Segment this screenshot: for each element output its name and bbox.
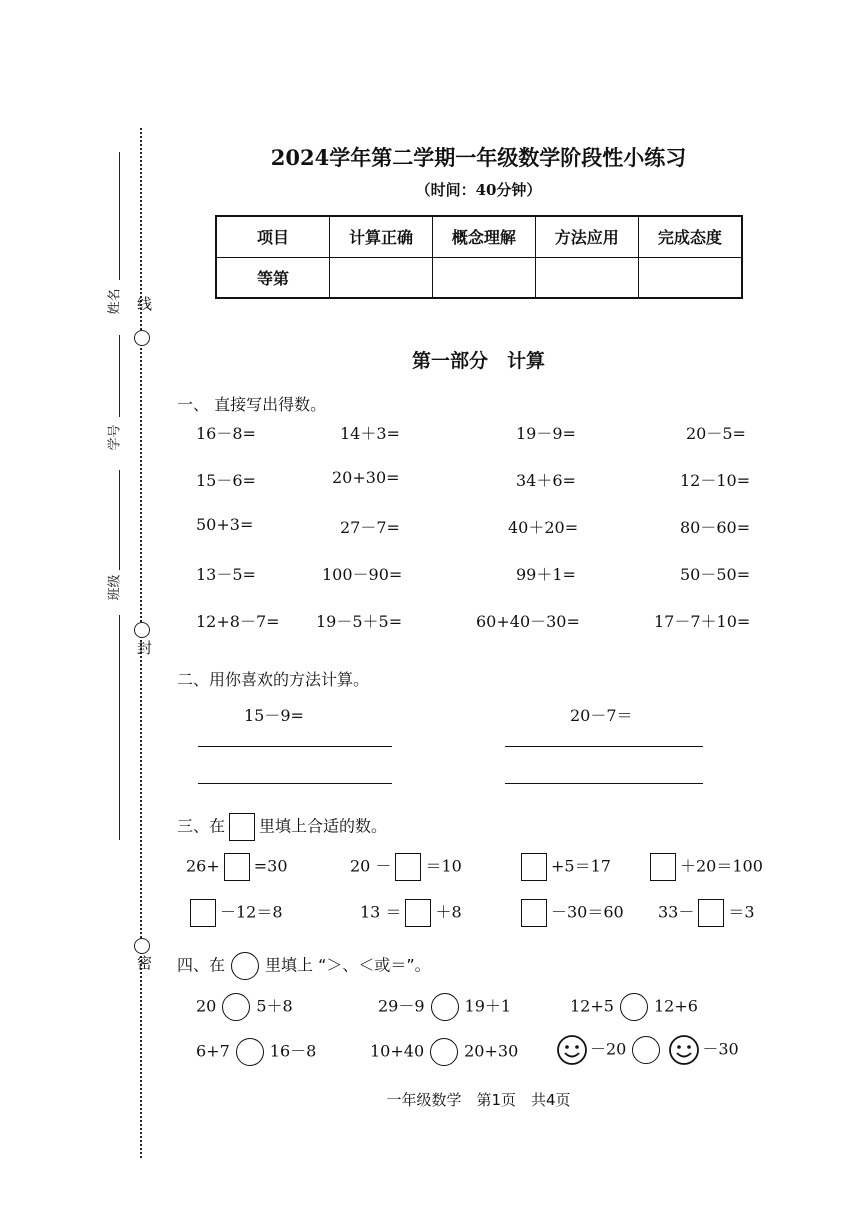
q1-equation: 60+40－30= bbox=[476, 612, 580, 631]
grade-table-header: 方法应用 bbox=[535, 216, 638, 257]
q4-item bbox=[196, 1038, 316, 1066]
q3-item bbox=[360, 899, 462, 927]
time-limit: （时间：40分钟） bbox=[415, 181, 542, 199]
q3-item-left: 26+ bbox=[186, 856, 220, 876]
grade-cell[interactable] bbox=[535, 257, 638, 298]
answer-line[interactable] bbox=[198, 746, 392, 747]
q4-item-right: 16－8 bbox=[269, 1041, 317, 1061]
q2-equation: 20－7＝ bbox=[570, 706, 633, 725]
answer-box-sample bbox=[229, 813, 255, 841]
q1-equation: 99＋1= bbox=[516, 565, 576, 584]
q1-equation: 50+3= bbox=[196, 515, 254, 534]
q3-item-right: ＝10 bbox=[425, 856, 462, 876]
q4-item-left: 12+5 bbox=[570, 996, 614, 1016]
q3-item bbox=[186, 899, 283, 927]
grade-table-header: 项目 bbox=[216, 216, 330, 257]
binding-circle bbox=[134, 330, 150, 346]
q1-title: 一、 直接写出得数。 bbox=[177, 395, 327, 414]
grade-cell[interactable] bbox=[432, 257, 535, 298]
q3-item-right: +5＝17 bbox=[551, 856, 611, 876]
q4-item-left: 10+40 bbox=[370, 1041, 425, 1061]
compare-circle[interactable] bbox=[222, 993, 250, 1021]
student-id-label: 学号 bbox=[107, 424, 123, 451]
q3-item-right: =30 bbox=[253, 856, 288, 876]
compare-circle[interactable] bbox=[236, 1038, 264, 1066]
answer-line[interactable] bbox=[198, 783, 392, 784]
q1-equation: 20+30= bbox=[332, 468, 400, 487]
grade-row-label: 等第 bbox=[216, 257, 330, 298]
grade-cell[interactable] bbox=[638, 257, 742, 298]
q3-title-suffix: 里填上合适的数。 bbox=[259, 816, 388, 836]
q4-item bbox=[570, 993, 698, 1021]
q4-title-prefix: 四、在 bbox=[177, 955, 226, 975]
class-lower-blank-line bbox=[119, 615, 120, 840]
q4-item bbox=[370, 1038, 518, 1066]
binding-circle bbox=[134, 938, 150, 954]
answer-box[interactable] bbox=[521, 853, 547, 881]
q3-item-left: 33－ bbox=[658, 902, 695, 922]
grade-table-header: 计算正确 bbox=[330, 216, 433, 257]
q1-equation: 27－7= bbox=[340, 518, 400, 537]
grade-table-header-row bbox=[216, 216, 742, 257]
q3-item-right: ＋20＝100 bbox=[680, 856, 763, 876]
q1-equation: 13－5= bbox=[196, 565, 256, 584]
q3-item bbox=[658, 899, 755, 927]
compare-circle[interactable] bbox=[431, 993, 459, 1021]
smiley-face-icon bbox=[668, 1034, 700, 1066]
q4-title bbox=[177, 952, 431, 980]
q3-title bbox=[177, 813, 387, 841]
q4-item bbox=[378, 993, 511, 1021]
q2-title: 二、用你喜欢的方法计算。 bbox=[177, 670, 370, 689]
grade-table-row bbox=[216, 257, 742, 298]
answer-line[interactable] bbox=[505, 746, 703, 747]
q1-equation: 40＋20= bbox=[508, 518, 579, 537]
answer-box[interactable] bbox=[224, 853, 250, 881]
q3-item-left: 13 ＝ bbox=[360, 902, 402, 922]
q4-item-left: 29－9 bbox=[378, 996, 425, 1016]
q1-equation: 15－6= bbox=[196, 471, 256, 490]
compare-circle[interactable] bbox=[620, 993, 648, 1021]
q4-item-left: 20 bbox=[196, 996, 217, 1016]
q3-item-right: －30＝60 bbox=[551, 902, 624, 922]
q3-item-right: ＝3 bbox=[728, 902, 755, 922]
name-label: 姓名 bbox=[107, 288, 123, 315]
q3-item bbox=[517, 899, 624, 927]
answer-box[interactable] bbox=[650, 853, 676, 881]
q1-equation: 50－50= bbox=[680, 565, 751, 584]
q2-equation: 15－9= bbox=[244, 706, 304, 725]
q1-equation: 12－10= bbox=[680, 471, 751, 490]
q1-equation: 80－60= bbox=[680, 518, 751, 537]
q4-item-left: －20 bbox=[590, 1039, 627, 1059]
q1-equation: 19－9= bbox=[516, 424, 576, 443]
q1-equation: 34＋6= bbox=[516, 471, 576, 490]
q3-item bbox=[186, 853, 288, 881]
grade-table-header: 完成态度 bbox=[638, 216, 742, 257]
answer-box[interactable] bbox=[395, 853, 421, 881]
q4-title-suffix: 里填上 “＞、＜或＝”。 bbox=[265, 955, 431, 975]
q1-equation: 12+8－7= bbox=[196, 612, 280, 631]
q4-item-right: 19＋1 bbox=[464, 996, 512, 1016]
compare-circle[interactable] bbox=[632, 1036, 660, 1064]
q1-equation: 20－5= bbox=[686, 424, 746, 443]
page-footer: 一年级数学 第1页 共4页 bbox=[386, 1091, 571, 1109]
compare-circle[interactable] bbox=[430, 1038, 458, 1066]
smiley-face-icon bbox=[556, 1034, 588, 1066]
q4-item bbox=[554, 1034, 739, 1066]
binding-mark-seal: 封 bbox=[135, 640, 153, 655]
class-label: 班级 bbox=[107, 574, 123, 601]
answer-box[interactable] bbox=[190, 899, 216, 927]
q3-item-right: ＋8 bbox=[435, 902, 462, 922]
class-blank-line bbox=[119, 470, 120, 570]
q3-item-left: 20 － bbox=[350, 856, 392, 876]
q3-title-prefix: 三、在 bbox=[177, 816, 226, 836]
grade-table bbox=[215, 215, 743, 299]
page-title: 2024学年第二学期一年级数学阶段性小练习 bbox=[270, 145, 687, 170]
binding-circle bbox=[134, 622, 150, 638]
q3-item bbox=[350, 853, 462, 881]
binding-mark-line: 线 bbox=[135, 296, 153, 311]
binding-mark-secret: 密 bbox=[135, 955, 153, 970]
answer-box[interactable] bbox=[405, 899, 431, 927]
part-title: 第一部分 计算 bbox=[411, 350, 545, 372]
grade-table-header: 概念理解 bbox=[432, 216, 535, 257]
q4-item-left: 6+7 bbox=[196, 1041, 230, 1061]
q1-equation: 14＋3= bbox=[340, 424, 400, 443]
q3-item bbox=[517, 853, 611, 881]
q4-item-right: 12+6 bbox=[653, 996, 698, 1016]
q3-item-right: －12＝8 bbox=[220, 902, 283, 922]
q4-item-right: 20+30 bbox=[464, 1041, 519, 1061]
q1-equation: 16－8= bbox=[196, 424, 256, 443]
compare-circle-sample bbox=[231, 952, 259, 980]
answer-box[interactable] bbox=[698, 899, 724, 927]
q1-equation: 100－90= bbox=[322, 565, 403, 584]
q4-item bbox=[196, 993, 293, 1021]
q4-item-right: 5＋8 bbox=[256, 996, 293, 1016]
q1-equation: 19－5＋5= bbox=[316, 612, 403, 631]
grade-cell[interactable] bbox=[330, 257, 433, 298]
q3-item bbox=[646, 853, 763, 881]
q4-item-right: －30 bbox=[702, 1039, 739, 1059]
q1-equation: 17－7＋10= bbox=[654, 612, 751, 631]
answer-line[interactable] bbox=[505, 783, 703, 784]
answer-box[interactable] bbox=[521, 899, 547, 927]
